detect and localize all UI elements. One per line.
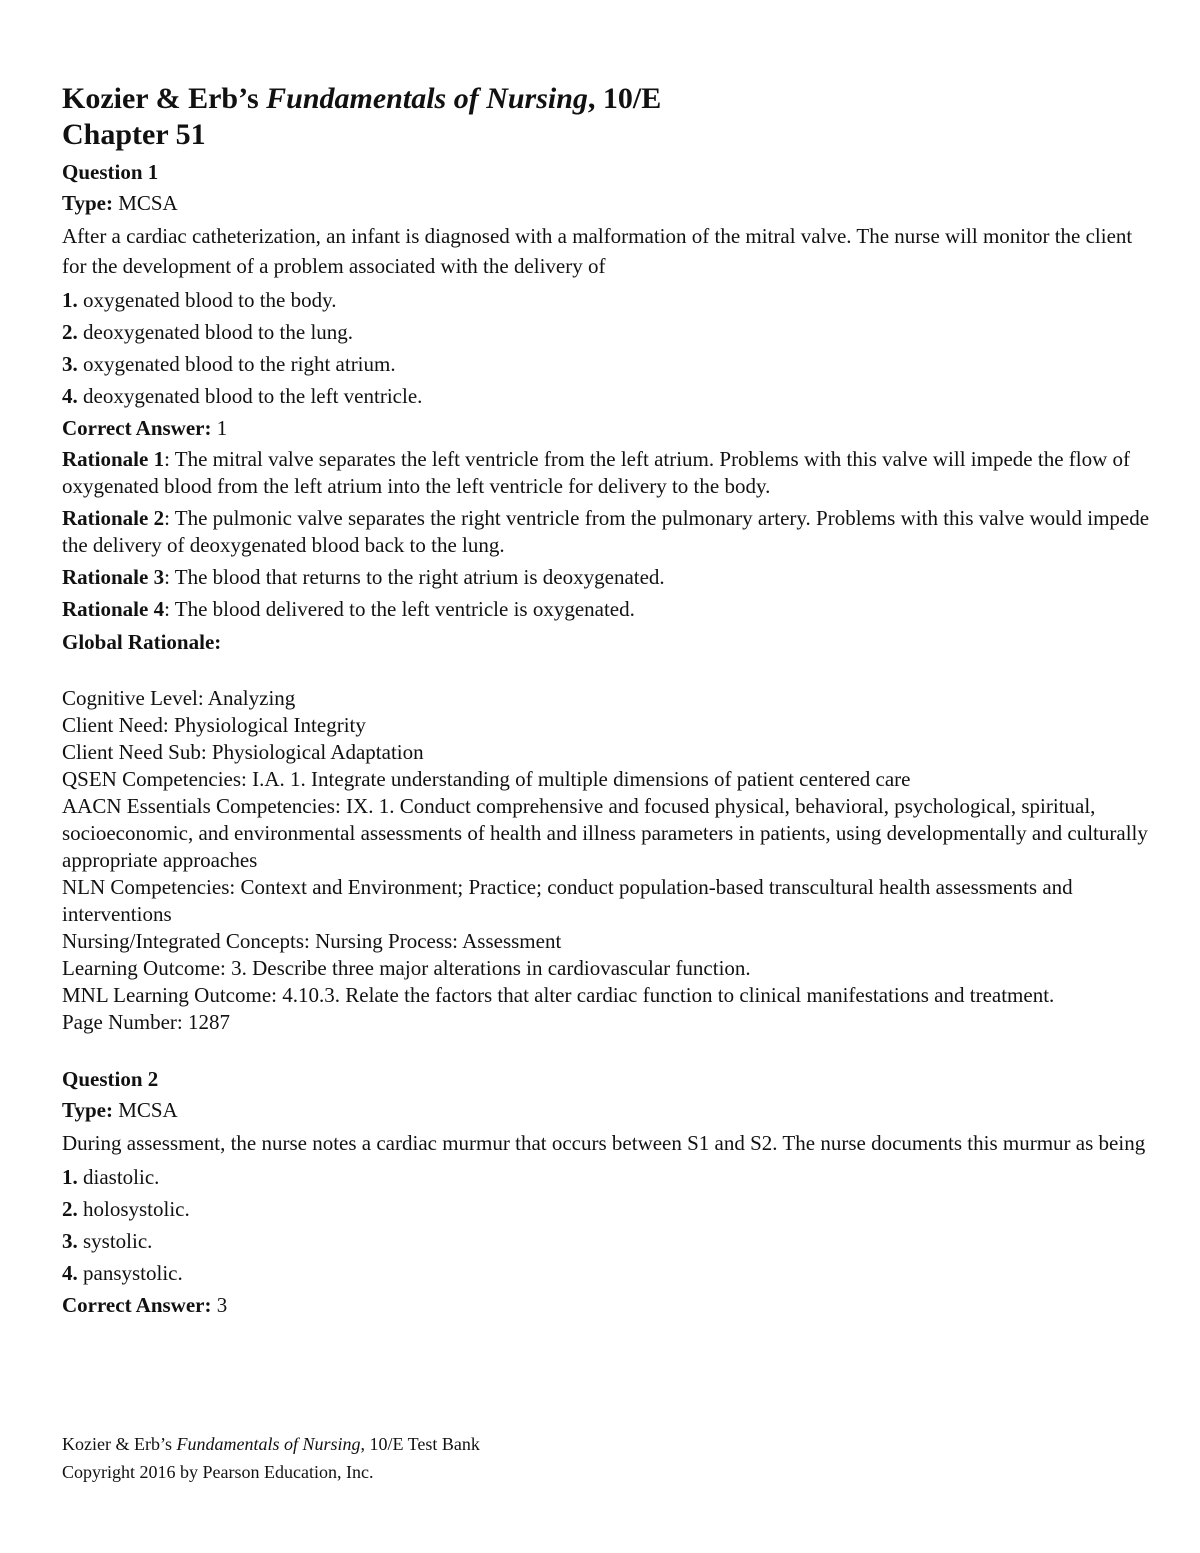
book-title-prefix: Kozier & Erb’s bbox=[62, 82, 267, 115]
footer-copyright: Copyright 2016 by Pearson Education, Inc. bbox=[62, 1462, 374, 1482]
option-number: 4. bbox=[62, 1261, 78, 1285]
option-number: 1. bbox=[62, 1165, 78, 1189]
option-number: 3. bbox=[62, 1229, 78, 1253]
option-number: 3. bbox=[62, 352, 78, 376]
question-1-heading: Question 1 bbox=[62, 160, 159, 184]
option-text: systolic. bbox=[77, 1229, 153, 1253]
option-number: 4. bbox=[62, 384, 78, 408]
question-1-option-3 bbox=[62, 350, 1152, 379]
question-spacer bbox=[62, 1036, 1152, 1065]
question-1-option-2 bbox=[62, 318, 1152, 347]
book-title bbox=[62, 82, 1152, 116]
question-1-option-1 bbox=[62, 286, 1152, 315]
correct-answer-value: 1 bbox=[211, 416, 228, 440]
correct-answer-label: Correct Answer: bbox=[62, 1293, 212, 1317]
meta-client-need-sub: Client Need Sub: Physiological Adaptation bbox=[62, 740, 424, 764]
question-2-option-2 bbox=[62, 1195, 1152, 1224]
option-text: deoxygenated blood to the left ventricle. bbox=[77, 384, 423, 408]
chapter-heading: Chapter 51 bbox=[62, 118, 206, 151]
question-1-metadata bbox=[62, 685, 1152, 1036]
question-2-option-3 bbox=[62, 1227, 1152, 1256]
question-2-correct-answer bbox=[62, 1291, 1152, 1320]
global-rationale-label: Global Rationale: bbox=[62, 630, 222, 654]
page-footer bbox=[62, 1430, 480, 1486]
type-value: MCSA bbox=[112, 191, 178, 215]
rationale-text: : The blood delivered to the left ventricle is oxygenated. bbox=[164, 597, 635, 621]
type-label: Type: bbox=[62, 191, 113, 215]
question-2-heading: Question 2 bbox=[62, 1067, 159, 1091]
question-1-type bbox=[62, 189, 1152, 218]
option-number: 2. bbox=[62, 1197, 78, 1221]
question-2-option-4 bbox=[62, 1259, 1152, 1288]
option-text: oxygenated blood to the body. bbox=[77, 288, 337, 312]
footer-italic-title: Fundamentals of Nursing bbox=[176, 1434, 361, 1454]
question-2-stem: During assessment, the nurse notes a cardiac murmur that occurs between S1 and S2. The nurse documents this murmur as being bbox=[62, 1131, 1146, 1155]
rationale-3 bbox=[62, 564, 1152, 591]
rationale-2 bbox=[62, 505, 1152, 559]
type-value: MCSA bbox=[112, 1098, 178, 1122]
option-number: 2. bbox=[62, 320, 78, 344]
rationale-text: : The pulmonic valve separates the right ventricle from the pulmonary artery. Problems with this valve would impede the delivery of deoxygenated blood back to the lung. bbox=[62, 506, 1150, 557]
meta-cognitive-level: Cognitive Level: Analyzing bbox=[62, 686, 296, 710]
document-page bbox=[62, 82, 1152, 1323]
option-text: oxygenated blood to the right atrium. bbox=[77, 352, 396, 376]
question-1-stem: After a cardiac catheterization, an infant is diagnosed with a malformation of the mitral valve. The nurse will monitor the client for the development of a problem associated with the delivery of bbox=[62, 224, 1133, 278]
rationale-text: : The blood that returns to the right atrium is deoxygenated. bbox=[164, 565, 665, 589]
book-title-italic: Fundamentals of Nursing bbox=[266, 82, 588, 115]
question-1-option-4 bbox=[62, 382, 1152, 411]
option-text: pansystolic. bbox=[77, 1261, 183, 1285]
footer-book-line bbox=[62, 1430, 480, 1458]
correct-answer-label: Correct Answer: bbox=[62, 416, 212, 440]
meta-aacn: AACN Essentials Competencies: IX. 1. Conduct comprehensive and focused physical, behavioral, psychological, spiritual, socioeconomic, and environmental assessments of health and illness parameters in patients, using developmentally and culturally appropriate approaches bbox=[62, 794, 1148, 872]
correct-answer-value: 3 bbox=[211, 1293, 228, 1317]
option-text: holosystolic. bbox=[77, 1197, 190, 1221]
footer-suffix: , 10/E Test Bank bbox=[360, 1434, 480, 1454]
question-2-option-1 bbox=[62, 1163, 1152, 1192]
footer-prefix: Kozier & Erb’s bbox=[62, 1434, 177, 1454]
rationale-label: Rationale 1 bbox=[62, 447, 165, 471]
question-1-correct-answer bbox=[62, 414, 1152, 443]
option-number: 1. bbox=[62, 288, 78, 312]
meta-qsen: QSEN Competencies: I.A. 1. Integrate understanding of multiple dimensions of patient centered care bbox=[62, 767, 911, 791]
meta-client-need: Client Need: Physiological Integrity bbox=[62, 713, 366, 737]
meta-learning-outcome: Learning Outcome: 3. Describe three major alterations in cardiovascular function. bbox=[62, 956, 751, 980]
meta-nln: NLN Competencies: Context and Environment; Practice; conduct population-based transcultural health assessments and interventions bbox=[62, 875, 1073, 926]
rationale-4 bbox=[62, 596, 1152, 623]
option-text: diastolic. bbox=[77, 1165, 160, 1189]
rationale-label: Rationale 2 bbox=[62, 506, 165, 530]
meta-page-number: Page Number: 1287 bbox=[62, 1010, 230, 1034]
rationale-label: Rationale 3 bbox=[62, 565, 165, 589]
rationale-text: : The mitral valve separates the left ventricle from the left atrium. Problems with this valve will impede the flow of oxygenated blood from the left atrium into the left ventricle for delivery to the body. bbox=[62, 447, 1130, 498]
question-2-type bbox=[62, 1096, 1152, 1125]
rationale-label: Rationale 4 bbox=[62, 597, 165, 621]
meta-nursing-concepts: Nursing/Integrated Concepts: Nursing Process: Assessment bbox=[62, 929, 562, 953]
type-label: Type: bbox=[62, 1098, 113, 1122]
meta-mnl-learning-outcome: MNL Learning Outcome: 4.10.3. Relate the factors that alter cardiac function to clinical manifestations and treatment. bbox=[62, 983, 1055, 1007]
book-title-suffix: , 10/E bbox=[587, 82, 662, 115]
rationale-1 bbox=[62, 446, 1152, 500]
option-text: deoxygenated blood to the lung. bbox=[77, 320, 354, 344]
